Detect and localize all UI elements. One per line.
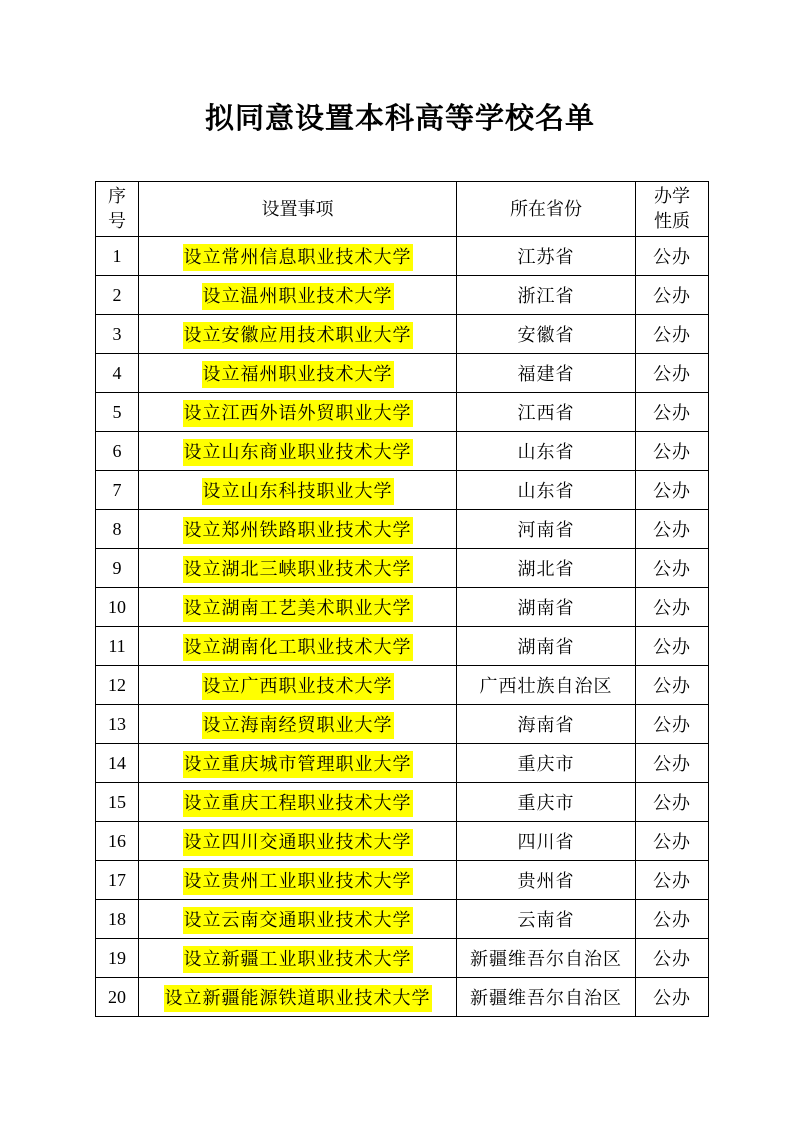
row-item: 设立湖南化工职业技术大学 — [183, 634, 413, 661]
row-item: 设立山东商业职业技术大学 — [183, 439, 413, 466]
row-nature: 公办 — [636, 861, 709, 900]
row-item: 设立郑州铁路职业技术大学 — [183, 517, 413, 544]
row-item-cell — [139, 354, 457, 393]
row-item-cell — [139, 783, 457, 822]
row-number: 6 — [96, 432, 139, 471]
row-number: 12 — [96, 666, 139, 705]
header-no-label: 序号 — [108, 186, 126, 232]
row-number: 13 — [96, 705, 139, 744]
row-nature: 公办 — [636, 237, 709, 276]
table-row — [96, 276, 709, 315]
row-province: 湖南省 — [457, 627, 636, 666]
row-nature: 公办 — [636, 393, 709, 432]
row-nature: 公办 — [636, 666, 709, 705]
table-row — [96, 978, 709, 1017]
row-province: 贵州省 — [457, 861, 636, 900]
row-number: 16 — [96, 822, 139, 861]
row-province: 云南省 — [457, 900, 636, 939]
row-nature: 公办 — [636, 627, 709, 666]
row-number: 17 — [96, 861, 139, 900]
row-province: 新疆维吾尔自治区 — [457, 978, 636, 1017]
row-number: 4 — [96, 354, 139, 393]
table-header-row — [96, 182, 709, 237]
row-province: 河南省 — [457, 510, 636, 549]
table-row — [96, 783, 709, 822]
row-item: 设立四川交通职业技术大学 — [183, 829, 413, 856]
row-number: 11 — [96, 627, 139, 666]
row-nature: 公办 — [636, 939, 709, 978]
row-number: 15 — [96, 783, 139, 822]
row-nature: 公办 — [636, 744, 709, 783]
row-item-cell — [139, 627, 457, 666]
row-number: 9 — [96, 549, 139, 588]
row-province: 广西壮族自治区 — [457, 666, 636, 705]
table-body — [96, 237, 709, 1017]
row-province: 浙江省 — [457, 276, 636, 315]
row-item: 设立重庆城市管理职业大学 — [183, 751, 413, 778]
row-number: 18 — [96, 900, 139, 939]
header-nature-label: 办学性质 — [654, 186, 690, 232]
row-nature: 公办 — [636, 588, 709, 627]
table-row — [96, 315, 709, 354]
row-nature: 公办 — [636, 354, 709, 393]
row-number: 5 — [96, 393, 139, 432]
row-item-cell — [139, 276, 457, 315]
row-nature: 公办 — [636, 822, 709, 861]
row-number: 3 — [96, 315, 139, 354]
row-item-cell — [139, 315, 457, 354]
table-row — [96, 861, 709, 900]
row-item: 设立广西职业技术大学 — [202, 673, 394, 700]
table-row — [96, 822, 709, 861]
row-nature: 公办 — [636, 315, 709, 354]
table-row — [96, 900, 709, 939]
table-row — [96, 939, 709, 978]
row-item-cell — [139, 822, 457, 861]
table-row — [96, 588, 709, 627]
row-item-cell — [139, 705, 457, 744]
row-item: 设立新疆能源铁道职业技术大学 — [164, 985, 432, 1012]
table-row — [96, 744, 709, 783]
row-item: 设立湖南工艺美术职业大学 — [183, 595, 413, 622]
row-province: 重庆市 — [457, 783, 636, 822]
header-province: 所在省份 — [457, 182, 636, 237]
table-row — [96, 666, 709, 705]
row-province: 湖北省 — [457, 549, 636, 588]
table-row — [96, 354, 709, 393]
row-number: 1 — [96, 237, 139, 276]
row-item-cell — [139, 510, 457, 549]
row-number: 8 — [96, 510, 139, 549]
row-nature: 公办 — [636, 432, 709, 471]
row-item-cell — [139, 588, 457, 627]
row-item: 设立贵州工业职业技术大学 — [183, 868, 413, 895]
table-row — [96, 471, 709, 510]
row-item: 设立山东科技职业大学 — [202, 478, 394, 505]
row-item: 设立重庆工程职业技术大学 — [183, 790, 413, 817]
row-province: 海南省 — [457, 705, 636, 744]
table-row — [96, 432, 709, 471]
row-province: 安徽省 — [457, 315, 636, 354]
row-province: 山东省 — [457, 471, 636, 510]
row-number: 10 — [96, 588, 139, 627]
row-nature: 公办 — [636, 510, 709, 549]
row-item: 设立福州职业技术大学 — [202, 361, 394, 388]
row-item-cell — [139, 744, 457, 783]
row-nature: 公办 — [636, 471, 709, 510]
row-province: 山东省 — [457, 432, 636, 471]
row-nature: 公办 — [636, 900, 709, 939]
row-number: 14 — [96, 744, 139, 783]
row-item-cell — [139, 471, 457, 510]
row-item: 设立常州信息职业技术大学 — [183, 244, 413, 271]
row-item-cell — [139, 666, 457, 705]
row-item: 设立温州职业技术大学 — [202, 283, 394, 310]
row-item: 设立江西外语外贸职业大学 — [183, 400, 413, 427]
row-number: 7 — [96, 471, 139, 510]
row-item: 设立湖北三峡职业技术大学 — [183, 556, 413, 583]
row-province: 新疆维吾尔自治区 — [457, 939, 636, 978]
row-item-cell — [139, 393, 457, 432]
header-nature — [636, 182, 709, 237]
row-province: 江西省 — [457, 393, 636, 432]
row-item: 设立新疆工业职业技术大学 — [183, 946, 413, 973]
row-province: 湖南省 — [457, 588, 636, 627]
row-item-cell — [139, 549, 457, 588]
row-item: 设立云南交通职业技术大学 — [183, 907, 413, 934]
row-province: 四川省 — [457, 822, 636, 861]
row-number: 2 — [96, 276, 139, 315]
row-province: 江苏省 — [457, 237, 636, 276]
table-row — [96, 627, 709, 666]
table-row — [96, 705, 709, 744]
row-item-cell — [139, 900, 457, 939]
table-row — [96, 237, 709, 276]
header-no — [96, 182, 139, 237]
row-item: 设立安徽应用技术职业大学 — [183, 322, 413, 349]
row-item-cell — [139, 978, 457, 1017]
row-item-cell — [139, 939, 457, 978]
page-title: 拟同意设置本科高等学校名单 — [204, 101, 595, 135]
row-item: 设立海南经贸职业大学 — [202, 712, 394, 739]
table-row — [96, 549, 709, 588]
row-nature: 公办 — [636, 978, 709, 1017]
table-row — [96, 510, 709, 549]
row-item-cell — [139, 237, 457, 276]
row-province: 福建省 — [457, 354, 636, 393]
row-nature: 公办 — [636, 549, 709, 588]
table-row — [96, 393, 709, 432]
row-item-cell — [139, 861, 457, 900]
row-province: 重庆市 — [457, 744, 636, 783]
row-nature: 公办 — [636, 276, 709, 315]
row-number: 20 — [96, 978, 139, 1017]
header-item: 设置事项 — [139, 182, 457, 237]
row-item-cell — [139, 432, 457, 471]
row-nature: 公办 — [636, 783, 709, 822]
row-nature: 公办 — [636, 705, 709, 744]
school-list-table — [95, 181, 709, 1017]
row-number: 19 — [96, 939, 139, 978]
